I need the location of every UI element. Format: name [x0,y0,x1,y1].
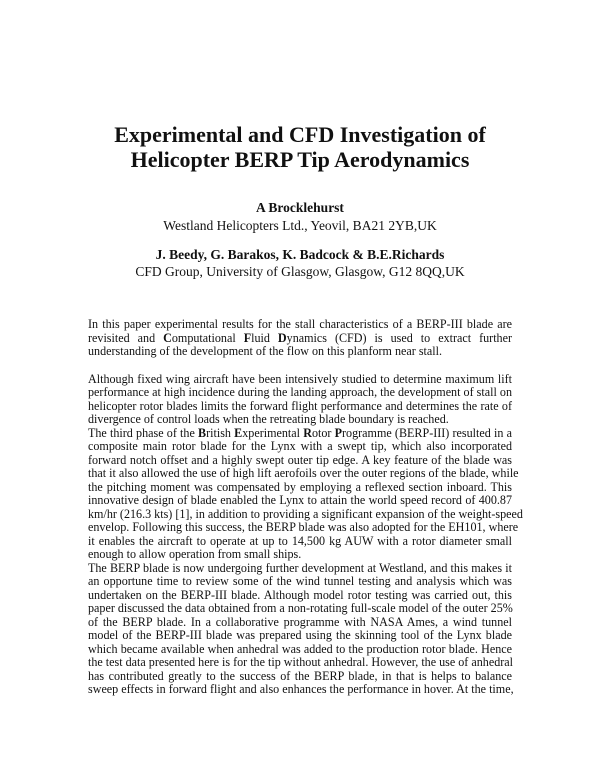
text-line [88,318,512,332]
text-line [88,427,512,441]
text-segment: otor [311,425,335,440]
text-segment: undertaken on the BERP-III blade. Although model rotor testing was carried out, this [88,587,512,602]
title-line: Helicopter BERP Tip Aerodynamics [130,147,470,172]
bold-initial: D [277,330,287,345]
text-segment: paper discussed the data obtained from a non-rotating full-scale model of the outer 25% [88,601,513,615]
text-segment: km/hr (216.3 kts) [1], in addition to providing a significant expansion of the weight-speed [88,506,523,521]
bold-initial: F [243,330,252,345]
text-line [88,616,512,630]
text-segment: The third phase of the [88,425,199,440]
title-line: Experimental and CFD Investigation of [114,122,486,147]
text-line [88,602,512,616]
author-affiliation: Westland Helicopters Ltd., Yeovil, BA21 2YB,UK [163,218,437,233]
text-segment: rogramme (BERP-III) resulted in a [342,425,512,440]
text-line [88,454,512,468]
author-affiliation: CFD Group, University of Glasgow, Glasgow, G12 8QQ,UK [135,264,465,279]
text-segment: has contributed greatly to the success of the BERP blade, in that is helps to balance [88,668,512,683]
text-segment: xperimental [242,425,304,440]
text-segment: envelop. Following this success, the BERP blade was also adopted for the EH101, where [88,520,519,534]
text-segment: performance at high incidence during the landing approach, the development of stall on [88,385,512,399]
body-paragraph [88,425,523,562]
text-line [88,345,512,359]
text-segment: it enables the aircraft to operate at up to 14,500 kg AUW with a rotor diameter small [88,533,512,548]
abstract-paragraph [88,318,512,359]
text-segment: omputational [171,330,244,345]
text-line [88,656,512,670]
paper-title [0,122,600,172]
text-line [88,332,512,346]
bold-initial: B [198,425,207,440]
text-segment: innovative design of blade enabled the Lynx to attain the world speed record of 400.87 [88,493,512,507]
author-names: A Brocklehurst [256,200,344,215]
text-segment: ritish [206,425,235,440]
body-paragraph [88,562,512,697]
text-segment: model of the BERP-III blade was prepared using the skinning tool of the Lynx blade [88,628,512,642]
text-line [88,670,512,684]
text-segment: understanding of the development of the flow on this planform near stall. [88,344,442,358]
text-line [88,481,512,495]
text-segment: revisited and [88,330,164,345]
text-segment: which became available when anhedral was added to the production rotor blade. Hence [88,641,512,656]
text-line [88,466,519,481]
text-line [88,683,512,697]
bold-initial: E [234,425,243,440]
text-line [88,440,512,454]
text-segment: sweep effects in forward flight and also enhances the performance in hover. At the time, [88,682,514,696]
text-line [88,535,512,549]
text-line [88,494,512,508]
text-line [88,643,512,657]
text-segment: luid [251,330,278,345]
text-line [88,386,512,400]
text-segment: forward notch offset and a highly swept outer tip edge. A key feature of the blade was [88,452,512,467]
bold-initial: C [163,330,172,345]
text-segment: that it also allowed the use of high lift aerofoils over the outer regions of the blade, while [88,466,519,480]
text-line [88,589,512,603]
text-segment: ynamics (CFD) is used to extract further [286,330,513,345]
text-line [88,413,512,427]
text-segment: enough to allow operation from small ships. [88,547,302,561]
text-segment: an opportune time to review some of the wind tunnel testing and analysis which was [88,574,512,588]
text-line [88,520,519,535]
text-segment: divergence of control loads when the retreating blade boundary is reached. [88,412,449,426]
text-segment: composite main rotor blade for the Lynx with a swept tip, which also incorporated [88,439,512,453]
text-line [88,548,512,562]
text-segment: The BERP blade is now undergoing further development at Westland, and this makes it [88,560,512,575]
bold-initial: R [303,425,312,440]
text-line [88,400,512,414]
text-line [88,575,512,589]
text-segment: the pitching moment was compensated by employing a reflexed section inboard. This [88,479,512,494]
text-line [88,629,512,643]
bold-initial: P [334,425,343,440]
author-names: J. Beedy, G. Barakos, K. Badcock & B.E.Richards [155,247,445,262]
paper-body [88,317,523,697]
text-line [88,506,523,522]
text-segment: helicopter rotor blades limits the forward flight performance and determines the rate of [88,398,512,413]
text-segment: of the BERP blade. In a collaborative programme with NASA Ames, a wind tunnel [88,614,512,629]
text-line [88,562,512,576]
text-line [88,373,512,387]
text-segment: In this paper experimental results for the stall characteristics of a BERP-III blade are [88,317,512,331]
body-paragraph [88,373,512,427]
text-segment: Although fixed wing aircraft have been intensively studied to determine maximum lift [88,371,512,386]
text-segment: the test data presented here is for the tip without anhedral. However, the use of anhedral [88,655,513,669]
